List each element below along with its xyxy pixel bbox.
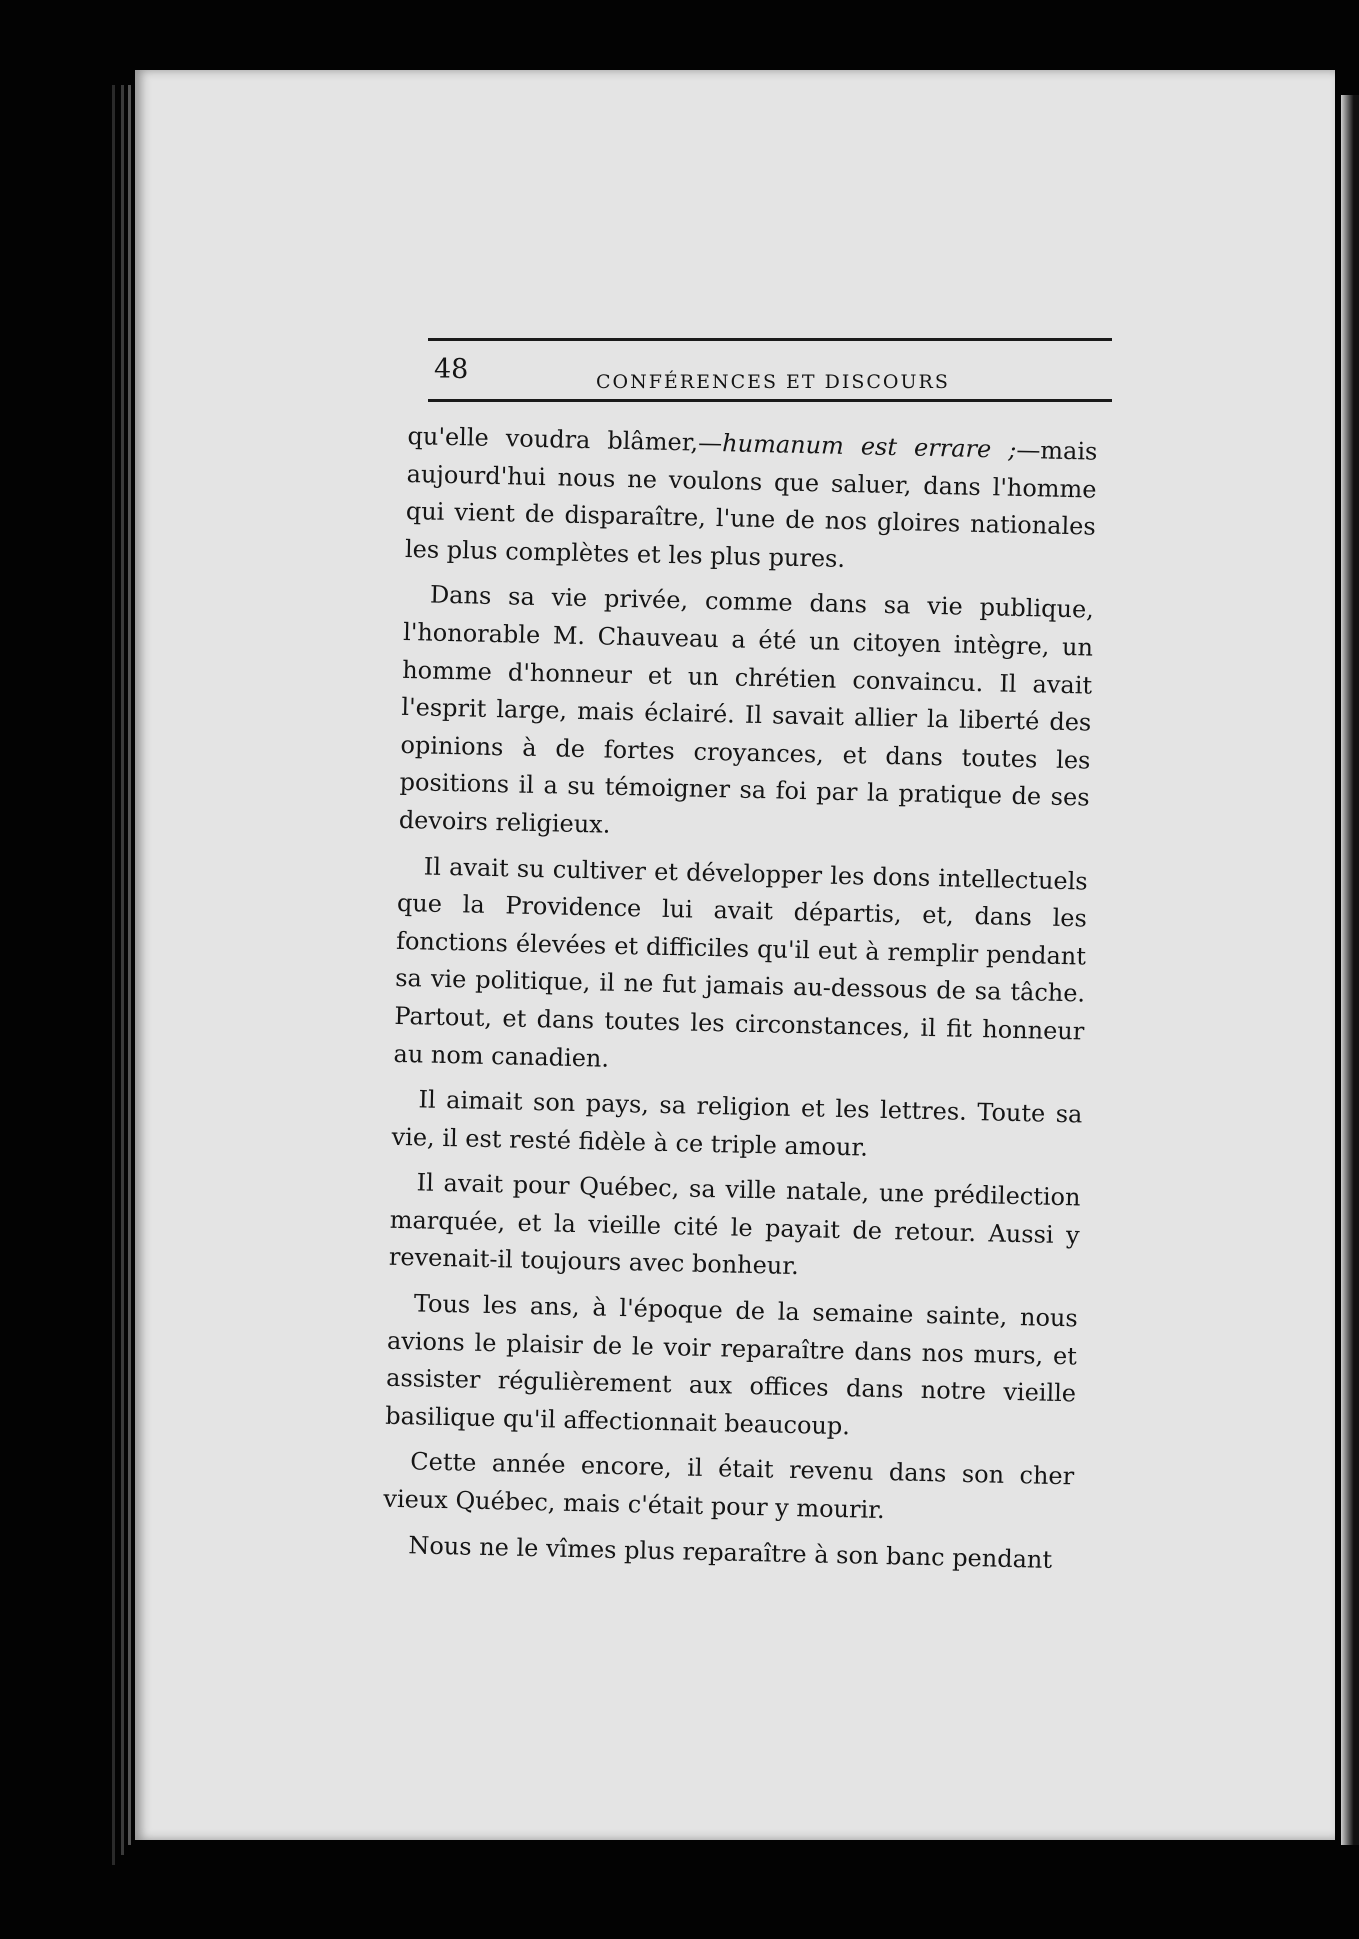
- running-title: CONFÉRENCES ET DISCOURS: [596, 371, 950, 393]
- binding-edge-line: [128, 85, 131, 1845]
- paragraph: Il avait su cultiver et développer les dons intellectuels que la Providence lui avait départis, et, dans les fonctions élevées et difficiles qu'il eut à remplir pendant sa vie politique, il ne fut jamais au-dessous de sa tâche. Partout, et dans toutes les circonstances, il fit honneur au nom canadien.: [393, 852, 1088, 1073]
- header-rule-top: [428, 338, 1112, 341]
- page-edge-shadow: [1341, 95, 1359, 1845]
- binding-edge-line: [112, 85, 115, 1865]
- paragraph: Il avait pour Québec, sa ville natale, une prédilection marquée, et la vieille cité le payait de retour. Aussi y revenait-il toujours avec bonheur.: [388, 1168, 1081, 1281]
- page-number: 48: [434, 354, 469, 385]
- body-text: [382, 418, 1098, 1580]
- paragraph: Il aimait son pays, sa religion et les lettres. Toute sa vie, il est resté fidèle à ce triple amour.: [391, 1085, 1083, 1162]
- paragraph: Cette année encore, il était revenu dans son cher vieux Québec, mais c'était pour y mourir.: [383, 1447, 1075, 1525]
- paragraph: Nous ne le vîmes plus reparaître à son banc pendant: [408, 1530, 1053, 1574]
- paragraph: Tous les ans, à l'époque de la semaine sainte, nous avions le plaisir de le voir reparaître dans nos murs, et assister régulièrement aux offices dans notre vieille basilique qu'il affectionnait beaucoup.: [385, 1289, 1079, 1441]
- latin-phrase: humanum est errare ;: [721, 429, 1017, 464]
- paragraph-text: qu'elle voudra blâmer,—: [407, 421, 723, 458]
- paragraph-text: —mais aujourd'hui nous ne voulons que saluer, dans l'homme qui vient de disparaître, l'une de nos gloires nationales les plus complètes et les plus pures.: [404, 435, 1098, 573]
- paragraph: Dans sa vie privée, comme dans sa vie publique, l'honorable M. Chauveau a été un citoyen intègre, un homme d'honneur et un chrétien convaincu. Il avait l'esprit large, mais éclairé. Il savait allier la liberté des opinions à de fortes croyances, et dans toutes les positions il a su témoigner sa foi par la pratique de ses devoirs religieux.: [398, 580, 1095, 839]
- paragraph: [405, 418, 1098, 584]
- header-rule-bottom: [428, 399, 1112, 402]
- binding-edge-line: [121, 85, 124, 1855]
